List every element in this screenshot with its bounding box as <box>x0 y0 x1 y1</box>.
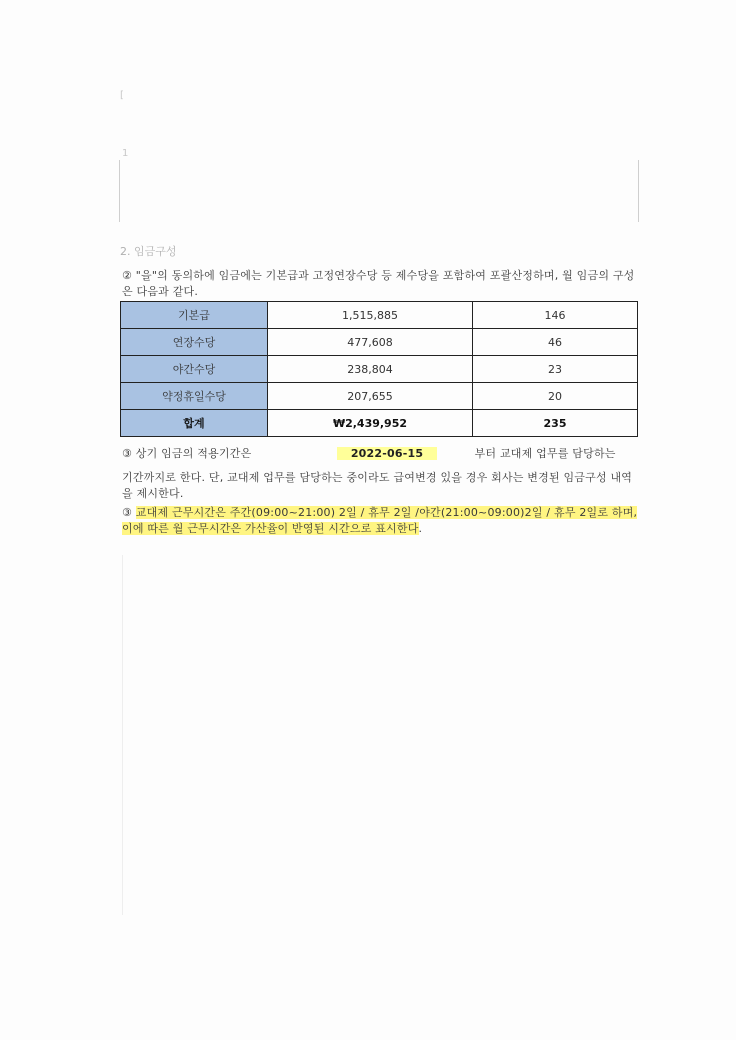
table-total-row <box>121 410 638 437</box>
application-period-paragraph <box>122 446 642 462</box>
row-amount: 238,804 <box>268 356 473 383</box>
row-label: 약정휴일수당 <box>121 383 268 410</box>
shift-suffix: . <box>418 522 423 535</box>
total-hours: 235 <box>473 410 638 437</box>
period-prefix: ③ 상기 임금의 적용기간은 <box>122 447 252 460</box>
shift-hours-paragraph <box>122 505 642 537</box>
row-amount: 1,515,885 <box>268 302 473 329</box>
shift-hours-highlight: 교대제 근무시간은 주간(09:00~21:00) 2일 / 휴무 2일 /야간(21:00~09:00)2일 / 휴무 2일로 하며, 이에 따른 월 근무시간은 가산율이 반영된 시간으로 표시한다 <box>122 506 638 535</box>
total-amount: ₩2,439,952 <box>268 410 473 437</box>
table-row <box>121 329 638 356</box>
wage-composition-paragraph: ② "을"의 동의하에 임금에는 기본급과 고정연장수당 등 제수당을 포함하여 포괄산정하며, 월 임금의 구성은 다음과 같다. <box>122 269 635 298</box>
period-suffix: 부터 교대제 업무를 담당하는 <box>474 447 616 460</box>
shift-prefix: ③ <box>122 506 136 519</box>
row-amount: 207,655 <box>268 383 473 410</box>
row-amount: 477,608 <box>268 329 473 356</box>
table-row <box>121 356 638 383</box>
faint-margin-line <box>122 555 123 915</box>
section-2-title: 2. 임금구성 <box>120 245 177 258</box>
row-hours: 23 <box>473 356 638 383</box>
faint-section-1-mark: 1 <box>122 148 129 159</box>
total-label: 합계 <box>121 410 268 437</box>
start-date: 2022-06-15 <box>337 447 437 460</box>
row-label: 기본급 <box>121 302 268 329</box>
table-row <box>121 383 638 410</box>
table-row <box>121 302 638 329</box>
row-label: 연장수당 <box>121 329 268 356</box>
faint-box-right-edge <box>638 160 639 222</box>
row-label: 야간수당 <box>121 356 268 383</box>
row-hours: 20 <box>473 383 638 410</box>
application-period-continuation: 기간까지로 한다. 단, 교대제 업무를 담당하는 중이라도 급여변경 있을 경우 회사는 변경된 임금구성 내역을 제시한다. <box>122 471 633 500</box>
faint-box-left-edge <box>119 160 120 222</box>
wage-table <box>120 301 638 437</box>
faint-header-mark: [ <box>120 90 124 101</box>
row-hours: 46 <box>473 329 638 356</box>
row-hours: 146 <box>473 302 638 329</box>
